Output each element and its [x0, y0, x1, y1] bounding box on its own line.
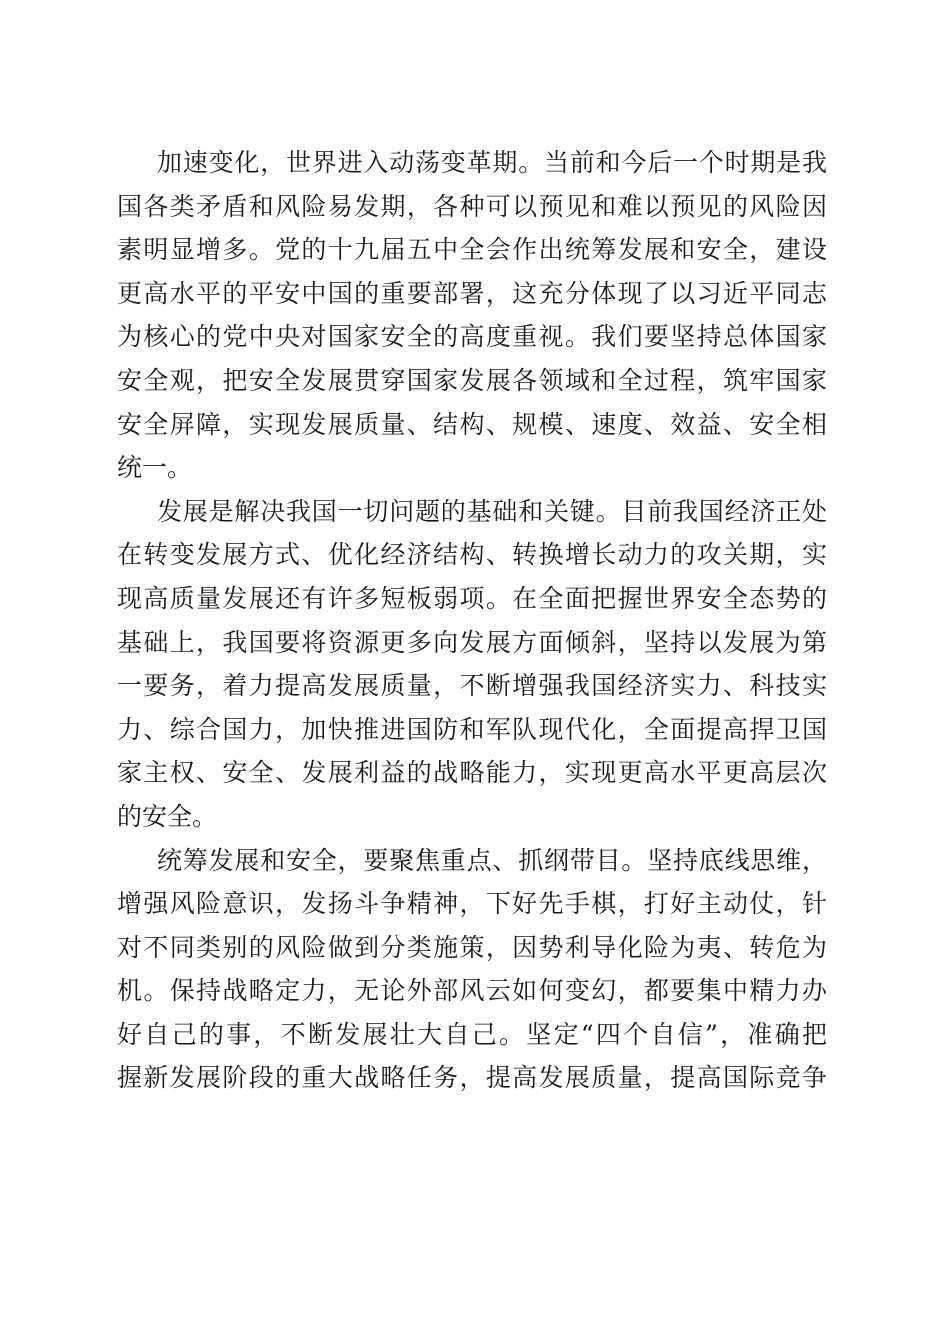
paragraph-3 — [117, 839, 827, 1101]
paragraph-line: 家主权、安全、发展利益的战略能力，实现更高水平更高层次 — [117, 758, 827, 788]
paragraph-line: 力、综合国力，加快推进国防和军队现代化，全面提高捍卫国 — [117, 714, 827, 744]
paragraph-line: 安全屏障，实现发展质量、结构、规模、速度、效益、安全相 — [117, 409, 827, 439]
paragraph-line: 在转变发展方式、优化经济结构、转换增长动力的攻关期，实 — [117, 540, 827, 570]
paragraph-line: 素明显增多。党的十九届五中全会作出统筹发展和安全，建设 — [117, 235, 827, 265]
paragraph-line: 安全观，把安全发展贯穿国家发展各领域和全过程，筑牢国家 — [117, 365, 827, 395]
paragraph-line: 一要务，着力提高发展质量，不断增强我国经济实力、科技实 — [117, 671, 827, 701]
paragraph-line: 的安全。 — [117, 801, 218, 831]
paragraph-line: 机。保持战略定力，无论外部风云如何变幻，都要集中精力办 — [117, 976, 827, 1006]
paragraph-line: 基础上，我国要将资源更多向发展方面倾斜，坚持以发展为第 — [117, 627, 827, 657]
paragraph-line: 加速变化，世界进入动荡变革期。当前和今后一个时期是我 — [157, 148, 827, 177]
document-body — [117, 141, 827, 1100]
paragraph-line: 发展是解决我国一切问题的基础和关键。目前我国经济正处 — [157, 496, 827, 526]
paragraph-1 — [117, 141, 827, 490]
paragraph-line: 现高质量发展还有许多短板弱项。在全面把握世界安全态势的 — [117, 583, 827, 613]
paragraph-line: 好自己的事，不断发展壮大自己。坚定“四个自信”，准确把 — [117, 1019, 827, 1049]
paragraph-2 — [117, 490, 827, 839]
paragraph-line: 统筹发展和安全，要聚焦重点、抓纲带目。坚持底线思维， — [157, 845, 827, 875]
paragraph-line: 增强风险意识，发扬斗争精神，下好先手棋，打好主动仗，针 — [117, 889, 827, 919]
paragraph-line: 国各类矛盾和风险易发期，各种可以预见和难以预见的风险因 — [117, 191, 827, 221]
paragraph-line: 统一。 — [117, 453, 193, 483]
paragraph-line: 更高水平的平安中国的重要部署，这充分体现了以习近平同志 — [117, 278, 827, 308]
paragraph-line: 为核心的党中央对国家安全的高度重视。我们要坚持总体国家 — [117, 322, 827, 352]
paragraph-line: 握新发展阶段的重大战略任务，提高发展质量，提高国际竞争 — [117, 1063, 827, 1093]
paragraph-line: 对不同类别的风险做到分类施策，因势利导化险为夷、转危为 — [117, 932, 827, 962]
